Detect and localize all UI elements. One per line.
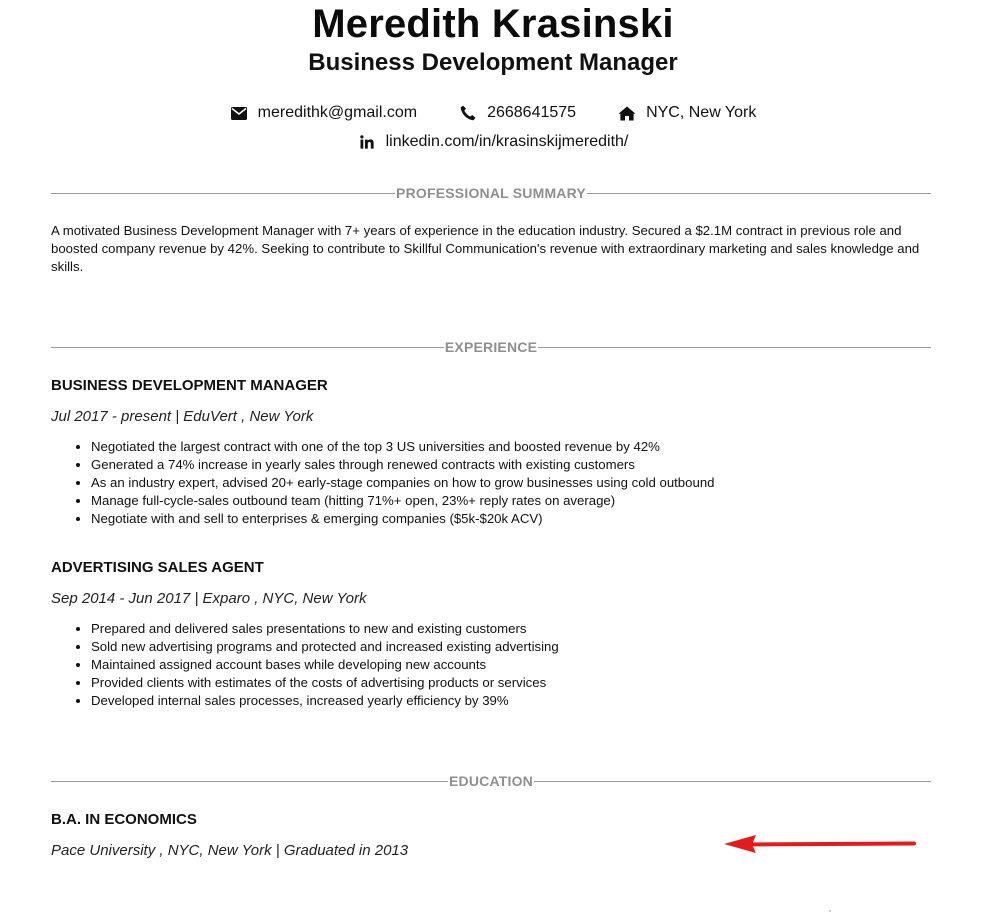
contact-linkedin[interactable] (358, 133, 629, 151)
list-item: • Sold new advertising programs and protected and increased existing advertising (91, 638, 559, 656)
education-section-title: EDUCATION (449, 773, 533, 789)
list-item: • As an industry expert, advised 20+ early-stage companies on how to grow businesses using cold outbound (91, 474, 714, 492)
contact-email[interactable] (230, 104, 417, 122)
divider-right (587, 193, 931, 194)
job-bullets-2 (51, 620, 559, 710)
list-item: • Negotiated the largest contract with one of the top 3 US universities and boosted revenue by 42% (91, 438, 714, 456)
linkedin-text: linkedin.com/in/krasinskijmeredith/ (385, 133, 629, 150)
degree-title: B.A. IN ECONOMICS (51, 811, 197, 828)
location-text: NYC, New York (646, 104, 757, 121)
list-item: • Developed internal sales processes, increased yearly efficiency by 39% (91, 692, 559, 710)
candidate-title: Business Development Manager (308, 49, 678, 76)
contact-location (618, 104, 756, 122)
page-speck (829, 910, 831, 912)
job-meta-1: Jul 2017 - present | EduVert , New York (51, 408, 314, 425)
red-arrow-icon (722, 830, 918, 858)
job-bullets-1 (51, 438, 714, 528)
contact-row-primary (0, 104, 986, 122)
list-item: • Provided clients with estimates of the costs of advertising products or services (91, 674, 559, 692)
divider-left (51, 347, 444, 348)
list-item: • Prepared and delivered sales presentations to new and existing customers (91, 620, 559, 638)
phone-icon (459, 104, 477, 122)
contact-phone[interactable] (459, 104, 576, 122)
list-item: • Negotiate with and sell to enterprises & emerging companies ($5k-$20k ACV) (91, 510, 714, 528)
divider-left (51, 193, 395, 194)
home-icon (618, 104, 636, 122)
linkedin-icon (358, 133, 376, 151)
experience-section-title: EXPERIENCE (444, 339, 538, 355)
job-title-2: ADVERTISING SALES AGENT (51, 559, 264, 576)
list-item: • Maintained assigned account bases while developing new accounts (91, 656, 559, 674)
divider-left (51, 781, 448, 782)
experience-section-header (51, 337, 931, 357)
envelope-icon (230, 104, 248, 122)
job-meta-2: Sep 2014 - Jun 2017 | Exparo , NYC, New York (51, 590, 367, 607)
list-item: • Manage full-cycle-sales outbound team (hitting 71%+ open, 23%+ reply rates on average) (91, 492, 714, 510)
divider-right (534, 781, 931, 782)
contact-row-secondary (0, 133, 986, 151)
education-section-header (51, 771, 931, 791)
divider-right (538, 347, 931, 348)
summary-section-title: PROFESSIONAL SUMMARY (396, 185, 586, 201)
summary-text: A motivated Business Development Manager with 7+ years of experience in the education industry. Secured a $2.1M contract in previous role and boosted company revenue by 42%. Seeking to contribute to Skillful Communication's revenue with extraordinary marketing and sales knowledge and skills. (51, 223, 920, 274)
summary-section-header (51, 183, 931, 203)
list-item: • Generated a 74% increase in yearly sales through renewed contracts with existing customers (91, 456, 714, 474)
phone-text: 2668641575 (487, 104, 577, 121)
email-text: meredithk@gmail.com (257, 104, 418, 121)
education-meta: Pace University , NYC, New York | Graduated in 2013 (51, 842, 409, 859)
candidate-name: Meredith Krasinski (312, 2, 674, 46)
job-title-1: BUSINESS DEVELOPMENT MANAGER (51, 377, 328, 394)
